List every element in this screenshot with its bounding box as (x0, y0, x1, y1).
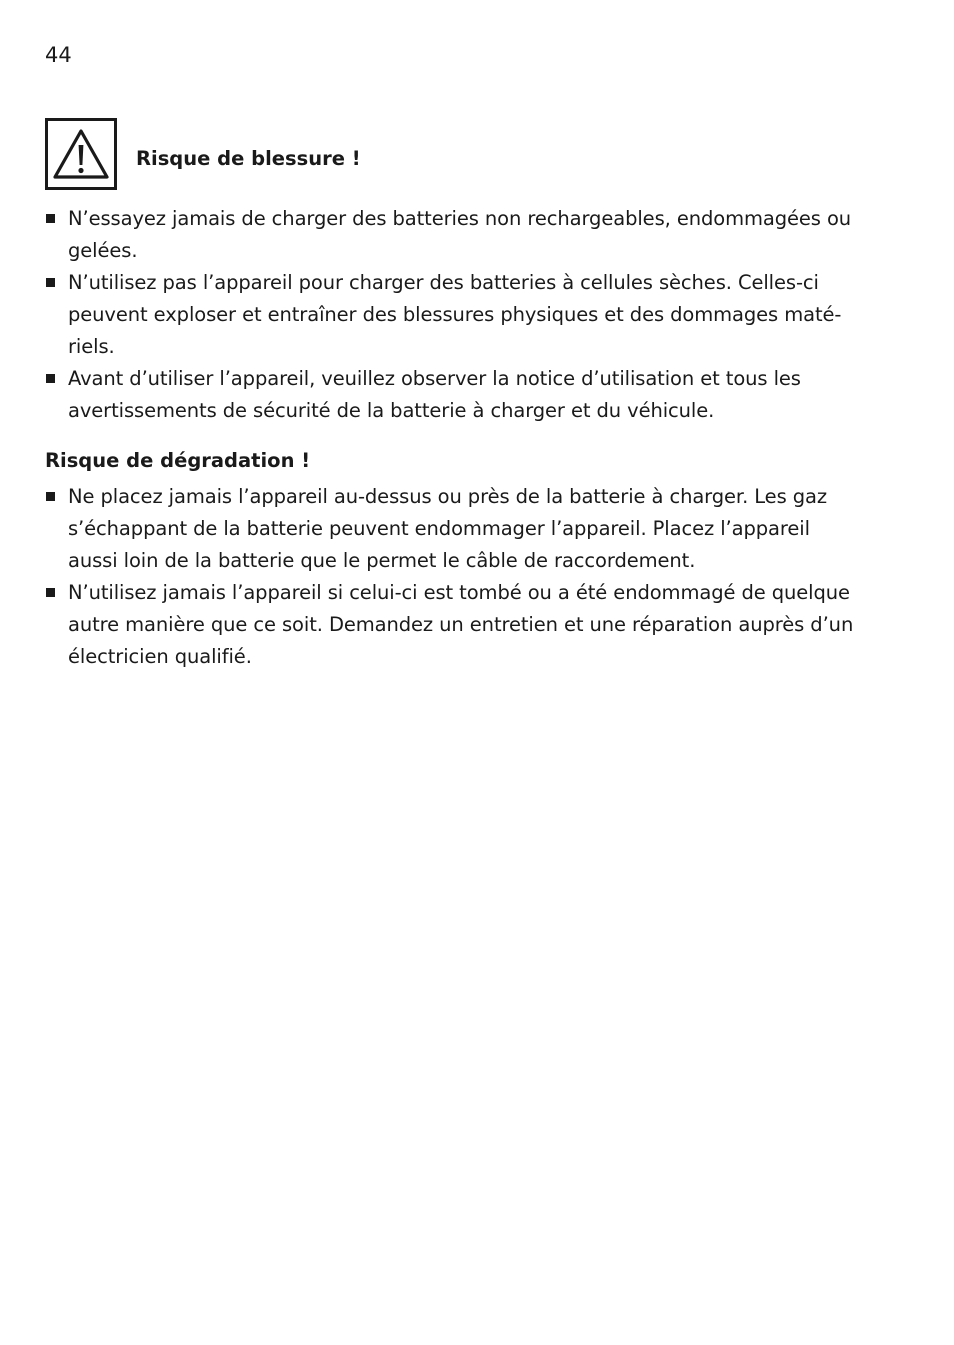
list-item (45, 481, 865, 577)
list-item-text: N’essayez jamais de charger des batteries non rechargeables, endommagées ou gelées. (68, 207, 852, 262)
bullet-square-icon (46, 374, 55, 383)
section-heading-injury: Risque de blessure ! (136, 147, 361, 170)
injury-warning-list (45, 203, 865, 427)
bullet-square-icon (46, 278, 55, 287)
bullet-square-icon (46, 214, 55, 223)
list-item (45, 203, 865, 267)
list-item-text: N’utilisez jamais l’appareil si celui-ci est tombé ou a été endommagé de quelque autre manière que ce soit. Demandez un entretien et une réparation auprès d’un électricien qualifié. (68, 581, 854, 668)
list-item-text: Ne placez jamais l’appareil au-dessus ou près de la batterie à charger. Les gaz s’échappant de la batterie peuvent endommager l’appareil. Placez l’appareil aussi loin de la batterie que le permet le câble de raccordement. (68, 485, 827, 572)
page-number: 44 (45, 43, 72, 67)
damage-warning-list (45, 481, 865, 673)
warning-triangle-icon (45, 118, 117, 190)
bullet-square-icon (46, 492, 55, 501)
list-item (45, 363, 865, 427)
list-item-text: N’utilisez pas l’appareil pour charger des batteries à cellules sèches. Celles-ci peuvent exploser et entraîner des blessures physiques et des dommages maté-riels. (68, 271, 842, 358)
section-heading-damage: Risque de dégradation ! (45, 449, 311, 472)
list-item (45, 577, 865, 673)
bullet-square-icon (46, 588, 55, 597)
list-item (45, 267, 865, 363)
list-item-text: Avant d’utiliser l’appareil, veuillez observer la notice d’utilisation et tous les avertissements de sécurité de la batterie à charger et du véhicule. (68, 367, 801, 422)
